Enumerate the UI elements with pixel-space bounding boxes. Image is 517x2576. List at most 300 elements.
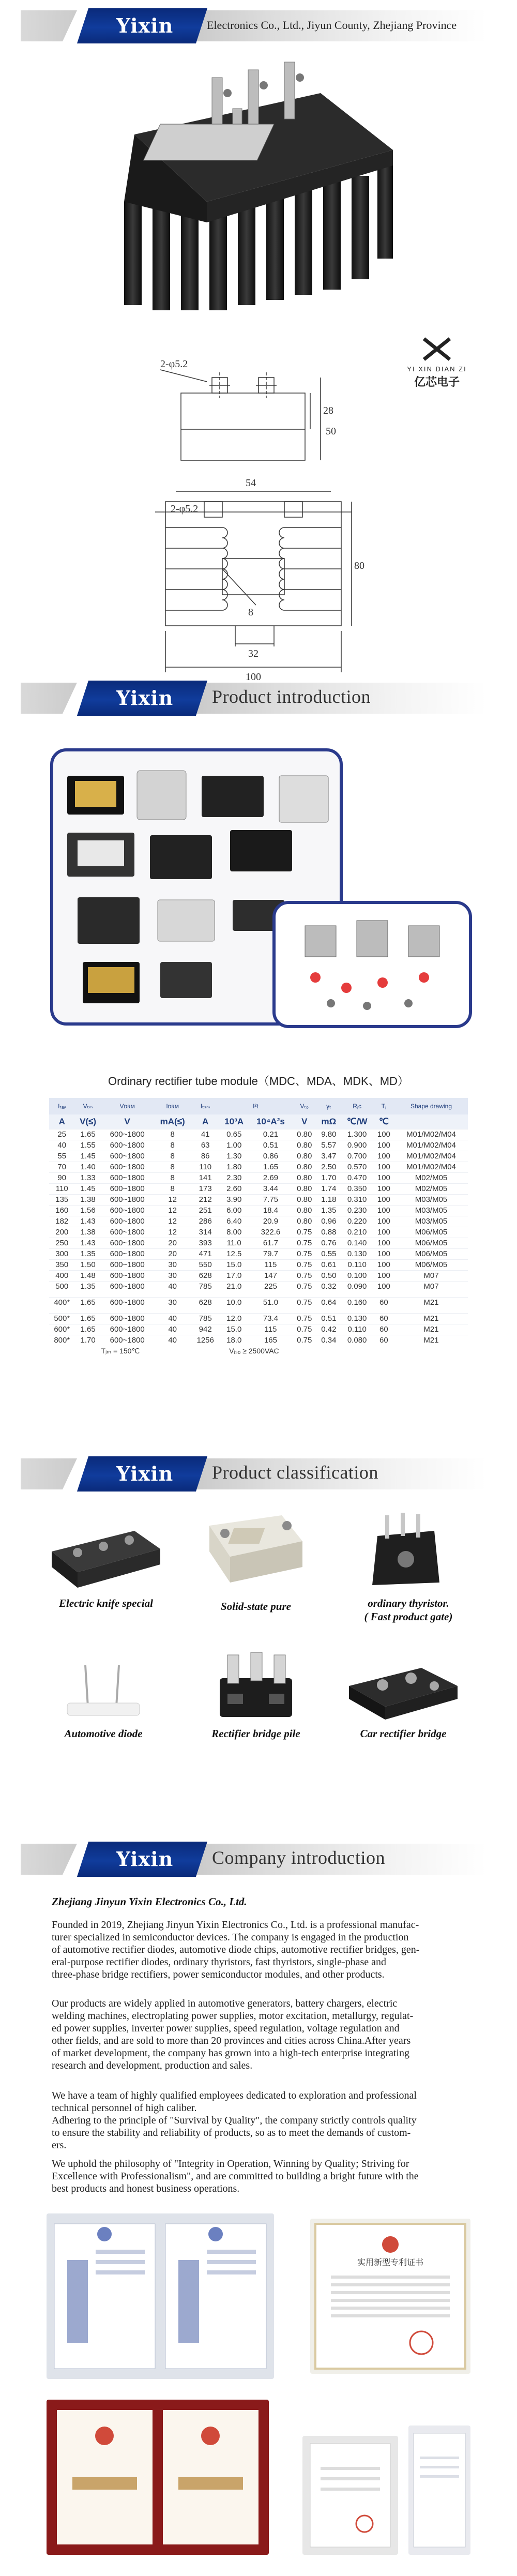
- table-cell: 60: [373, 1297, 394, 1308]
- table-cell: 1.65: [75, 1297, 101, 1308]
- table-cell: M03/M05: [394, 1205, 468, 1216]
- table-cell: M21: [394, 1297, 468, 1308]
- table-cell: 20.9: [249, 1216, 292, 1227]
- table-cell: 1.80: [219, 1162, 249, 1172]
- table-cell: 0.88: [316, 1227, 341, 1238]
- table-cell: 100: [373, 1238, 394, 1248]
- table-cell: 3.44: [249, 1183, 292, 1194]
- table-cell: 1.00: [219, 1140, 249, 1151]
- table-cell: 0.50: [316, 1270, 341, 1281]
- product-collage-photo: [47, 745, 476, 1034]
- table-cell: 100: [373, 1151, 394, 1162]
- top-banner: [21, 5, 496, 47]
- caption-automotive-diode: Automotive diode: [64, 1727, 143, 1740]
- table-cell: 0.75: [292, 1313, 316, 1324]
- table-cell: 110: [49, 1183, 75, 1194]
- table-cell: 8: [154, 1140, 192, 1151]
- table-row: [49, 1172, 468, 1183]
- table-cell: 2.69: [249, 1172, 292, 1183]
- table-cell: 90: [49, 1172, 75, 1183]
- table-row: [49, 1162, 468, 1172]
- solid-state-relay-photo: [199, 1510, 313, 1588]
- table-cell: 0.75: [292, 1297, 316, 1308]
- table-cell: 0.160: [341, 1297, 373, 1308]
- table-cell: 1.43: [75, 1238, 101, 1248]
- table-cell: 628: [192, 1270, 219, 1281]
- table-cell: 1.56: [75, 1205, 101, 1216]
- table-cell: 9.80: [316, 1129, 341, 1140]
- table-cell: 0.76: [316, 1238, 341, 1248]
- table-cell: M21: [394, 1313, 468, 1324]
- table-cell: 115: [249, 1259, 292, 1270]
- dim-hole-bottom: 2-φ5.2: [171, 503, 199, 515]
- table-cell: 1.70: [75, 1335, 101, 1346]
- table-cell: 471: [192, 1248, 219, 1259]
- caption-electric-knife: Electric knife special: [59, 1597, 153, 1609]
- col-vtm: Vₜₘ: [75, 1098, 101, 1114]
- table-cell: 600*: [49, 1324, 75, 1335]
- table-cell: 141: [192, 1172, 219, 1183]
- company-logo-icon: [408, 336, 465, 365]
- table-cell: 100: [373, 1140, 394, 1151]
- table-cell: M21: [394, 1335, 468, 1346]
- table-row: [49, 1259, 468, 1270]
- table-cell: 1.65: [75, 1313, 101, 1324]
- table-cell: 7.75: [249, 1194, 292, 1205]
- table-cell: 286: [192, 1216, 219, 1227]
- dimension-drawing: [155, 341, 372, 688]
- table-cell: 1.45: [75, 1151, 101, 1162]
- table-cell: 0.55: [316, 1248, 341, 1259]
- table-cell: 18.0: [219, 1335, 249, 1346]
- table-cell: 1.18: [316, 1194, 341, 1205]
- table-cell: 600~1800: [101, 1205, 154, 1216]
- table-cell: 165: [249, 1335, 292, 1346]
- table-cell: 0.65: [219, 1129, 249, 1140]
- col-rjc: Rⱼc: [341, 1098, 373, 1114]
- table-cell: 12.0: [219, 1313, 249, 1324]
- table-cell: 1.33: [75, 1172, 101, 1183]
- table-cell: 60: [373, 1324, 394, 1335]
- table-cell: 0.96: [316, 1216, 341, 1227]
- table-cell: 0.090: [341, 1281, 373, 1292]
- table-cell: 79.7: [249, 1248, 292, 1259]
- table-cell: 100: [373, 1259, 394, 1270]
- table-cell: M01/M02/M04: [394, 1162, 468, 1172]
- table-cell: 1.38: [75, 1194, 101, 1205]
- table-cell: 40: [154, 1324, 192, 1335]
- automotive-diode-photo: [52, 1663, 155, 1720]
- table-cell: 0.80: [292, 1151, 316, 1162]
- table-cell: 1.35: [75, 1281, 101, 1292]
- table-row: [49, 1194, 468, 1205]
- col-vt0: Vₜ₀: [292, 1098, 316, 1114]
- table-cell: 40: [154, 1335, 192, 1346]
- table-cell: 15.0: [219, 1259, 249, 1270]
- table-cell: 785: [192, 1313, 219, 1324]
- table-cell: 100: [373, 1194, 394, 1205]
- table-cell: 0.230: [341, 1205, 373, 1216]
- table-cell: 40: [154, 1281, 192, 1292]
- col-tj: Tⱼ: [373, 1098, 394, 1114]
- table-cell: 0.75: [292, 1324, 316, 1335]
- company-paragraph-4: We uphold the philosophy of "Integrity in Operation, Winning by Quality; Striving for Excellence with Professionalism", and are committed to building a bright future with the best products and honest business operations.: [52, 2158, 419, 2194]
- table-cell: 0.140: [341, 1238, 373, 1248]
- table-cell: 8.00: [219, 1227, 249, 1238]
- table-cell: M21: [394, 1324, 468, 1335]
- table-row: [49, 1205, 468, 1216]
- table-cell: 500: [49, 1281, 75, 1292]
- table-cell: 100: [373, 1216, 394, 1227]
- table-cell: 20: [154, 1238, 192, 1248]
- dim-100: 100: [246, 671, 261, 683]
- table-cell: 1256: [192, 1335, 219, 1346]
- company-paragraph-1: Founded in 2019, Zhejiang Jinyun Yixin Electronics Co., Ltd. is a professional manufac- turer specialized in semiconductor devices. The company is engaged in the production of automotive rectifier diodes, automotive diode chips, automotive rectifier bridges, gen- eral-purpose rectifier diodes, ordinary thyristors, fast thyristors, single-phase and three-phase bridge rectifiers, power semiconductor modules, and other products.: [52, 1919, 420, 1980]
- table-cell: 600~1800: [101, 1140, 154, 1151]
- table-cell: 135: [49, 1194, 75, 1205]
- table-cell: 110: [192, 1162, 219, 1172]
- table-cell: M01/M02/M04: [394, 1151, 468, 1162]
- table-cell: 0.75: [292, 1270, 316, 1281]
- table-cell: 100: [373, 1172, 394, 1183]
- table-row: [49, 1270, 468, 1281]
- table-cell: 0.900: [341, 1140, 373, 1151]
- section-header-classification: [21, 1453, 496, 1495]
- table-cell: M03/M05: [394, 1194, 468, 1205]
- table-cell: 600~1800: [101, 1259, 154, 1270]
- brand-logo: Yixin: [116, 1462, 174, 1485]
- table-cell: 60: [373, 1335, 394, 1346]
- electric-knife-module-photo: [47, 1520, 165, 1593]
- section-header-company-intro: [21, 1839, 496, 1880]
- col-shape: Shape drawing: [394, 1098, 468, 1114]
- table-cell: 30: [154, 1270, 192, 1281]
- table-cell: 10.0: [219, 1297, 249, 1308]
- brand-logo: Yixin: [116, 1847, 174, 1871]
- table-cell: 800*: [49, 1335, 75, 1346]
- table-cell: 0.21: [249, 1129, 292, 1140]
- col-i2t: I²t: [219, 1098, 292, 1114]
- table-cell: 1.65: [75, 1324, 101, 1335]
- logo-pinyin: YI XIN DIAN ZI: [407, 365, 467, 373]
- table-cell: 51.0: [249, 1297, 292, 1308]
- table-cell: 2.30: [219, 1172, 249, 1183]
- table-cell: 0.80: [292, 1162, 316, 1172]
- table-cell: 25: [49, 1129, 75, 1140]
- table-cell: M02/M05: [394, 1172, 468, 1183]
- table-cell: 600~1800: [101, 1324, 154, 1335]
- table-cell: M01/M02/M04: [394, 1129, 468, 1140]
- company-name: Zhejiang Jinyun Yixin Electronics Co., Ltd.: [52, 1895, 247, 1908]
- table-cell: 1.74: [316, 1183, 341, 1194]
- logo-chinese: 亿芯电子: [414, 376, 460, 389]
- table-cell: 0.75: [292, 1238, 316, 1248]
- table-cell: 251: [192, 1205, 219, 1216]
- table-cell: 0.310: [341, 1194, 373, 1205]
- table-cell: 30: [154, 1297, 192, 1308]
- table-row: [49, 1183, 468, 1194]
- dim-hole-top: 2-φ5.2: [160, 358, 188, 370]
- table-caption: Ordinary rectifier tube module（MDC、MDA、MDK、MD）: [108, 1075, 409, 1088]
- table-row: [49, 1313, 468, 1324]
- table-cell: 600~1800: [101, 1162, 154, 1172]
- table-cell: 0.80: [292, 1183, 316, 1194]
- certificate-honor-photo: [47, 2400, 269, 2555]
- table-cell: 115: [249, 1324, 292, 1335]
- table-row: [49, 1216, 468, 1227]
- table-row: [49, 1297, 468, 1308]
- table-cell: 18.4: [249, 1205, 292, 1216]
- table-cell: 785: [192, 1281, 219, 1292]
- brand-logo: Yixin: [116, 14, 174, 37]
- table-cell: 3.47: [316, 1151, 341, 1162]
- table-cell: 1.30: [219, 1151, 249, 1162]
- table-cell: 86: [192, 1151, 219, 1162]
- table-cell: 100: [373, 1162, 394, 1172]
- table-cell: 12: [154, 1227, 192, 1238]
- table-cell: 1.65: [75, 1129, 101, 1140]
- table-row: [49, 1227, 468, 1238]
- table-cell: 0.210: [341, 1227, 373, 1238]
- table-cell: 600~1800: [101, 1297, 154, 1308]
- table-cell: 40: [49, 1140, 75, 1151]
- table-row: [49, 1281, 468, 1292]
- table-cell: 30: [154, 1259, 192, 1270]
- table-cell: 11.0: [219, 1238, 249, 1248]
- table-cell: 1.35: [75, 1248, 101, 1259]
- table-cell: 0.75: [292, 1335, 316, 1346]
- table-cell: 300: [49, 1248, 75, 1259]
- section-title: Company introduction: [212, 1847, 385, 1868]
- table-cell: 1.43: [75, 1216, 101, 1227]
- table-cell: 0.80: [292, 1194, 316, 1205]
- table-cell: 250: [49, 1238, 75, 1248]
- table-cell: 600~1800: [101, 1335, 154, 1346]
- table-cell: 0.61: [316, 1259, 341, 1270]
- caption-car-rectifier-bridge: Car rectifier bridge: [360, 1727, 447, 1740]
- table-cell: M01/M02/M04: [394, 1140, 468, 1151]
- table-cell: 61.7: [249, 1238, 292, 1248]
- table-row: [49, 1324, 468, 1335]
- table-cell: 600~1800: [101, 1129, 154, 1140]
- table-cell: 0.100: [341, 1270, 373, 1281]
- table-cell: 12: [154, 1205, 192, 1216]
- thyristor-bridge-photo: [362, 1510, 450, 1588]
- caption-fast-gate: ( Fast product gate): [364, 1610, 453, 1623]
- table-cell: 0.86: [249, 1151, 292, 1162]
- table-cell: 200: [49, 1227, 75, 1238]
- table-cell: 350: [49, 1259, 75, 1270]
- table-cell: 147: [249, 1270, 292, 1281]
- dim-28: 28: [323, 405, 333, 416]
- table-cell: 100: [373, 1205, 394, 1216]
- table-cell: 600~1800: [101, 1172, 154, 1183]
- table-cell: 550: [192, 1259, 219, 1270]
- table-cell: 1.300: [341, 1129, 373, 1140]
- table-cell: M06/M05: [394, 1259, 468, 1270]
- section-header-product-intro: [21, 677, 496, 719]
- spec-table: [49, 1098, 468, 1357]
- table-row: [49, 1238, 468, 1248]
- table-cell: 12.5: [219, 1248, 249, 1259]
- caption-solid-state: Solid-state pure: [221, 1600, 291, 1613]
- table-cell: 0.130: [341, 1248, 373, 1259]
- table-row: [49, 1248, 468, 1259]
- table-cell: M07: [394, 1270, 468, 1281]
- table-cell: 0.51: [249, 1140, 292, 1151]
- table-cell: 393: [192, 1238, 219, 1248]
- table-cell: 0.80: [292, 1216, 316, 1227]
- table-cell: 2.60: [219, 1183, 249, 1194]
- table-cell: 8: [154, 1183, 192, 1194]
- table-cell: 600~1800: [101, 1313, 154, 1324]
- table-cell: 0.42: [316, 1324, 341, 1335]
- table-cell: 21.0: [219, 1281, 249, 1292]
- table-cell: 8: [154, 1172, 192, 1183]
- table-cell: 8: [154, 1151, 192, 1162]
- table-cell: 1.45: [75, 1183, 101, 1194]
- caption-rectifier-bridge-pile: Rectifier bridge pile: [211, 1727, 300, 1740]
- table-cell: 600~1800: [101, 1216, 154, 1227]
- table-cell: 628: [192, 1297, 219, 1308]
- table-cell: M03/M05: [394, 1216, 468, 1227]
- table-cell: 314: [192, 1227, 219, 1238]
- caption-thyristor: ordinary thyristor.: [368, 1597, 449, 1609]
- table-cell: 160: [49, 1205, 75, 1216]
- col-itsm: Iₜₛₘ: [192, 1098, 219, 1114]
- table-cell: 212: [192, 1194, 219, 1205]
- table-row: [49, 1140, 468, 1151]
- table-cell: 8: [154, 1162, 192, 1172]
- table-cell: 0.570: [341, 1162, 373, 1172]
- brand-logo: Yixin: [116, 686, 174, 710]
- table-cell: 17.0: [219, 1270, 249, 1281]
- table-cell: 100: [373, 1183, 394, 1194]
- table-cell: 600~1800: [101, 1270, 154, 1281]
- table-cell: M06/M05: [394, 1238, 468, 1248]
- table-cell: 12: [154, 1216, 192, 1227]
- table-cell: 8: [154, 1129, 192, 1140]
- section-title: Product introduction: [212, 686, 371, 707]
- table-footer: Tⱼₘ = 150℃ Vᵢₛₒ ≥ 2500VAC: [101, 1347, 279, 1355]
- table-cell: 1.50: [75, 1259, 101, 1270]
- table-cell: 600~1800: [101, 1151, 154, 1162]
- table-cell: 100: [373, 1227, 394, 1238]
- table-cell: 1.70: [316, 1172, 341, 1183]
- table-cell: 55: [49, 1151, 75, 1162]
- table-cell: 41: [192, 1129, 219, 1140]
- table-cell: 6.40: [219, 1216, 249, 1227]
- table-cell: 40: [154, 1313, 192, 1324]
- table-cell: 0.32: [316, 1281, 341, 1292]
- table-cell: 1.48: [75, 1270, 101, 1281]
- table-cell: 0.470: [341, 1172, 373, 1183]
- table-cell: 600~1800: [101, 1281, 154, 1292]
- certificate-small-photo: [302, 2436, 398, 2555]
- table-cell: 0.75: [292, 1227, 316, 1238]
- col-idrm: Iᴅʀᴍ: [154, 1098, 192, 1114]
- table-cell: 182: [49, 1216, 75, 1227]
- table-cell: 0.700: [341, 1151, 373, 1162]
- table-cell: 0.220: [341, 1216, 373, 1227]
- dim-8: 8: [248, 607, 253, 618]
- table-cell: 100: [373, 1281, 394, 1292]
- table-cell: 942: [192, 1324, 219, 1335]
- table-cell: 0.34: [316, 1335, 341, 1346]
- col-rt: γₜ: [316, 1098, 341, 1114]
- table-cell: 1.38: [75, 1227, 101, 1238]
- table-cell: 0.80: [292, 1129, 316, 1140]
- table-row: [49, 1129, 468, 1140]
- table-cell: 0.110: [341, 1259, 373, 1270]
- table-cell: 63: [192, 1140, 219, 1151]
- table-cell: M07: [394, 1281, 468, 1292]
- table-cell: M06/M05: [394, 1248, 468, 1259]
- table-cell: 2.50: [316, 1162, 341, 1172]
- table-cell: 15.0: [219, 1324, 249, 1335]
- table-cell: 3.90: [219, 1194, 249, 1205]
- table-cell: 600~1800: [101, 1238, 154, 1248]
- table-cell: 0.130: [341, 1313, 373, 1324]
- dim-80: 80: [354, 560, 364, 571]
- col-itav: Iₜₐᵥ: [49, 1098, 75, 1114]
- col-vdrm: Vᴅʀᴍ: [101, 1098, 154, 1114]
- table-cell: 20: [154, 1248, 192, 1259]
- table-cell: 6.00: [219, 1205, 249, 1216]
- table-cell: 500*: [49, 1313, 75, 1324]
- table-row: [49, 1335, 468, 1346]
- heatsink-module-photo: [103, 47, 414, 331]
- table-cell: 600~1800: [101, 1183, 154, 1194]
- table-cell: 600~1800: [101, 1248, 154, 1259]
- table-cell: 70: [49, 1162, 75, 1172]
- dim-54: 54: [246, 477, 256, 489]
- table-cell: 0.51: [316, 1313, 341, 1324]
- table-cell: 0.64: [316, 1297, 341, 1308]
- table-cell: 73.4: [249, 1313, 292, 1324]
- table-cell: 1.35: [316, 1205, 341, 1216]
- certificate-patent-photo: [310, 2219, 470, 2374]
- table-cell: 0.80: [292, 1205, 316, 1216]
- rectifier-bridge-pile-photo: [204, 1647, 308, 1725]
- table-row: [49, 1151, 468, 1162]
- table-cell: 0.75: [292, 1281, 316, 1292]
- table-cell: 5.57: [316, 1140, 341, 1151]
- car-rectifier-bridge-photo: [344, 1655, 463, 1722]
- table-cell: M02/M05: [394, 1183, 468, 1194]
- table-cell: 600~1800: [101, 1227, 154, 1238]
- table-cell: 0.80: [292, 1140, 316, 1151]
- dim-50: 50: [326, 426, 336, 437]
- table-cell: 100: [373, 1270, 394, 1281]
- certificate-small-photo-2: [408, 2426, 470, 2555]
- certificate-iso-photo: [47, 2213, 274, 2379]
- table-cell: 225: [249, 1281, 292, 1292]
- table-cell: 0.80: [292, 1172, 316, 1183]
- company-paragraph-2: Our products are widely applied in automotive generators, battery chargers, electric welding machines, electroplating power supplies, motor excitation, metallurgy, regulat- ed power supplies, inverter power supplies, speed regulation, voltage regulation and other fields, and are sold to more than 20 provinces and cities across China.After years of market development, the company has grown into a high-tech enterprise integrating research and development, production and sales.: [52, 1998, 414, 2071]
- table-cell: 600~1800: [101, 1194, 154, 1205]
- table-cell: 0.75: [292, 1248, 316, 1259]
- table-cell: 322.6: [249, 1227, 292, 1238]
- table-cell: 0.110: [341, 1324, 373, 1335]
- units-row: A V(≤) V mA(≤) A 10³A 10⁴A²s V mΩ ℃/W ℃: [49, 1114, 468, 1129]
- table-cell: 100: [373, 1248, 394, 1259]
- table-cell: 0.75: [292, 1259, 316, 1270]
- section-title: Product classification: [212, 1462, 378, 1483]
- table-cell: 0.080: [341, 1335, 373, 1346]
- dim-32: 32: [248, 648, 258, 659]
- table-cell: M06/M05: [394, 1227, 468, 1238]
